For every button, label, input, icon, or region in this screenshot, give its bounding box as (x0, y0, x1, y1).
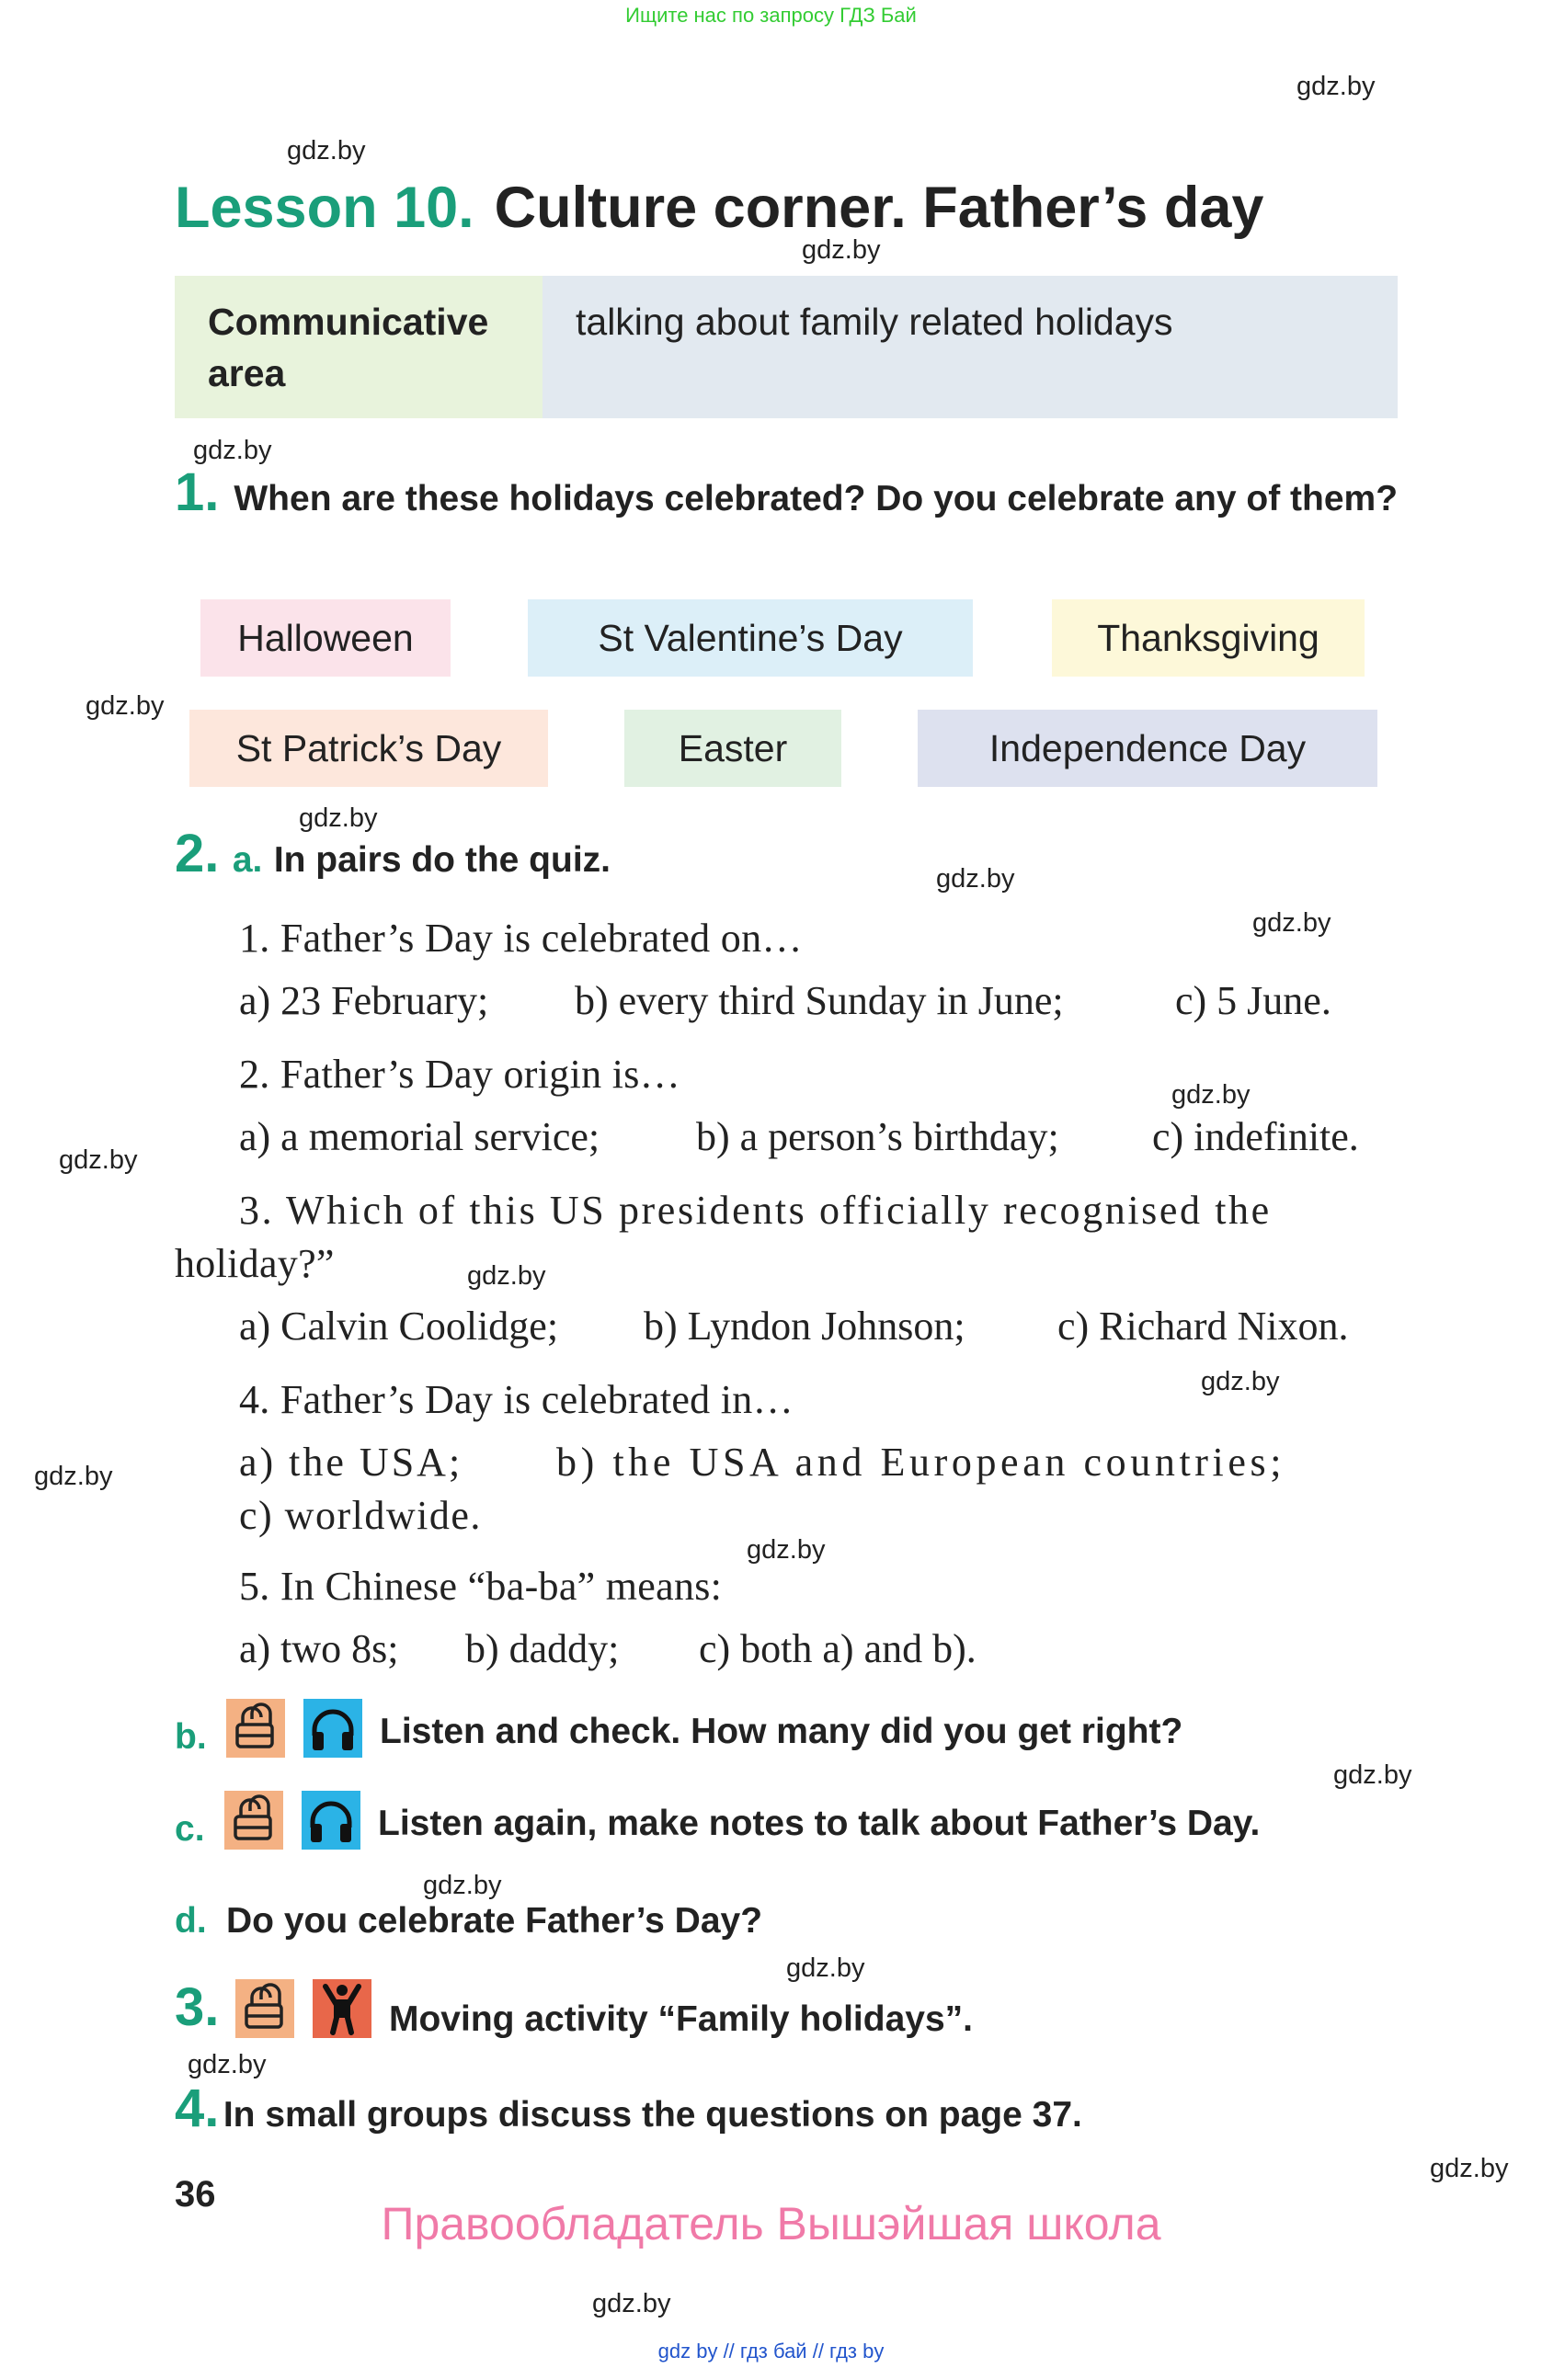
task-1 (175, 462, 1402, 530)
watermark: gdz.by (1296, 72, 1376, 101)
sub-task-letter: c. (175, 1809, 205, 1849)
task-4 (175, 2078, 1082, 2139)
task-number: 1. (175, 462, 220, 522)
watermark: gdz.by (786, 1953, 865, 1983)
task-instruction: In small groups discuss the questions on page 37. (223, 2095, 1082, 2135)
watermark: gdz.by (1201, 1367, 1280, 1396)
quiz-question: 5. In Chinese “ba-ba” means: (239, 1564, 723, 1609)
quiz-option: a) the USA; (239, 1440, 463, 1485)
communicative-area-text: talking about family related holidays (543, 276, 1398, 418)
watermark: gdz.by (423, 1871, 502, 1900)
lesson-title (175, 175, 1263, 241)
watermark: gdz.by (936, 864, 1015, 894)
watermark: gdz.by (1333, 1760, 1412, 1790)
quiz-option: a) a memorial service; (239, 1114, 600, 1159)
watermark: gdz.by (1171, 1080, 1251, 1110)
watermark: gdz.by (592, 2289, 671, 2318)
quiz-question-continued: holiday?” (175, 1241, 335, 1286)
task-instruction: Do you celebrate Father’s Day? (226, 1901, 763, 1941)
communicative-area-label: Communicative area (175, 276, 543, 418)
quiz-option: b) Lyndon Johnson; (644, 1304, 965, 1349)
headphones-icon (302, 1791, 360, 1850)
task-instruction: When are these holidays celebrated? Do you celebrate any of them? (234, 479, 1399, 518)
watermark: gdz.by (802, 235, 881, 265)
communicative-area-box (175, 276, 1398, 418)
task-number: 4. (175, 2078, 220, 2138)
quiz-option: c) Richard Nixon. (1057, 1304, 1349, 1349)
watermark: gdz.by (188, 2050, 267, 2079)
watermark: gdz.by (287, 136, 366, 165)
quiz-option: b) daddy; (465, 1626, 620, 1671)
pair-work-icon (226, 1699, 285, 1758)
holiday-chip: Independence Day (918, 710, 1377, 787)
task-instruction: Listen again, make notes to talk about Father’s Day. (378, 1804, 1261, 1843)
copyright-notice: Правообладатель Вышэйшая школа (381, 2198, 1161, 2249)
task-number: 3. (175, 1977, 220, 2037)
headphones-icon (303, 1699, 362, 1758)
quiz-question: 3. Which of this US presidents officially recognised the (239, 1188, 1272, 1233)
sub-task-letter: b. (175, 1717, 207, 1757)
watermark: gdz.by (467, 1261, 546, 1291)
watermark: gdz.by (86, 691, 165, 721)
task-instruction: Listen and check. How many did you get right? (380, 1712, 1183, 1751)
holiday-chip: Thanksgiving (1052, 599, 1365, 677)
task-number: 2. (175, 824, 220, 883)
sub-task-letter: a. (232, 840, 263, 880)
task-instruction: In pairs do the quiz. (273, 840, 611, 880)
holiday-chip: St Patrick’s Day (189, 710, 548, 787)
footer-links[interactable]: gdz by // гдз бай // гдз by (657, 2340, 885, 2363)
quiz-option: b) a person’s birthday; (696, 1114, 1059, 1159)
watermark: gdz.by (299, 803, 378, 833)
watermark: gdz.by (193, 436, 272, 465)
quiz-option: b) the USA and European countries; (556, 1440, 1286, 1485)
lesson-number: Lesson 10. (175, 176, 474, 240)
holiday-chip: Easter (624, 710, 841, 787)
pair-work-icon (235, 1979, 294, 2038)
quiz-option: c) 5 June. (1175, 978, 1331, 1023)
watermark: gdz.by (34, 1462, 113, 1491)
quiz-option: a) 23 February; (239, 978, 489, 1023)
task-instruction: Moving activity “Family holidays”. (389, 1999, 973, 2039)
quiz-option: c) indefinite. (1152, 1114, 1359, 1159)
watermark: gdz.by (747, 1535, 826, 1565)
holiday-chip: St Valentine’s Day (528, 599, 973, 677)
page-number: 36 (175, 2174, 216, 2215)
quiz-question: 2. Father’s Day origin is… (239, 1052, 680, 1097)
quiz-question: 1. Father’s Day is celebrated on… (239, 916, 803, 961)
quiz-option: c) worldwide. (239, 1493, 482, 1538)
watermark: gdz.by (1252, 908, 1331, 938)
pair-work-icon (224, 1791, 283, 1850)
quiz-option: c) both a) and b). (699, 1626, 977, 1671)
watermark: gdz.by (59, 1145, 138, 1175)
lesson-name: Culture corner. Father’s day (494, 176, 1264, 240)
quiz-question: 4. Father’s Day is celebrated in… (239, 1377, 794, 1422)
quiz-option: a) Calvin Coolidge; (239, 1304, 559, 1349)
quiz-option: a) two 8s; (239, 1626, 399, 1671)
task-2a (175, 823, 611, 884)
holiday-chip: Halloween (200, 599, 451, 677)
quiz-option: b) every third Sunday in June; (575, 978, 1064, 1023)
moving-person-icon (313, 1979, 371, 2038)
sub-task-letter: d. (175, 1901, 207, 1941)
watermark: gdz.by (1430, 2154, 1509, 2183)
top-banner: Ищите нас по запросу ГДЗ Бай (625, 4, 917, 27)
